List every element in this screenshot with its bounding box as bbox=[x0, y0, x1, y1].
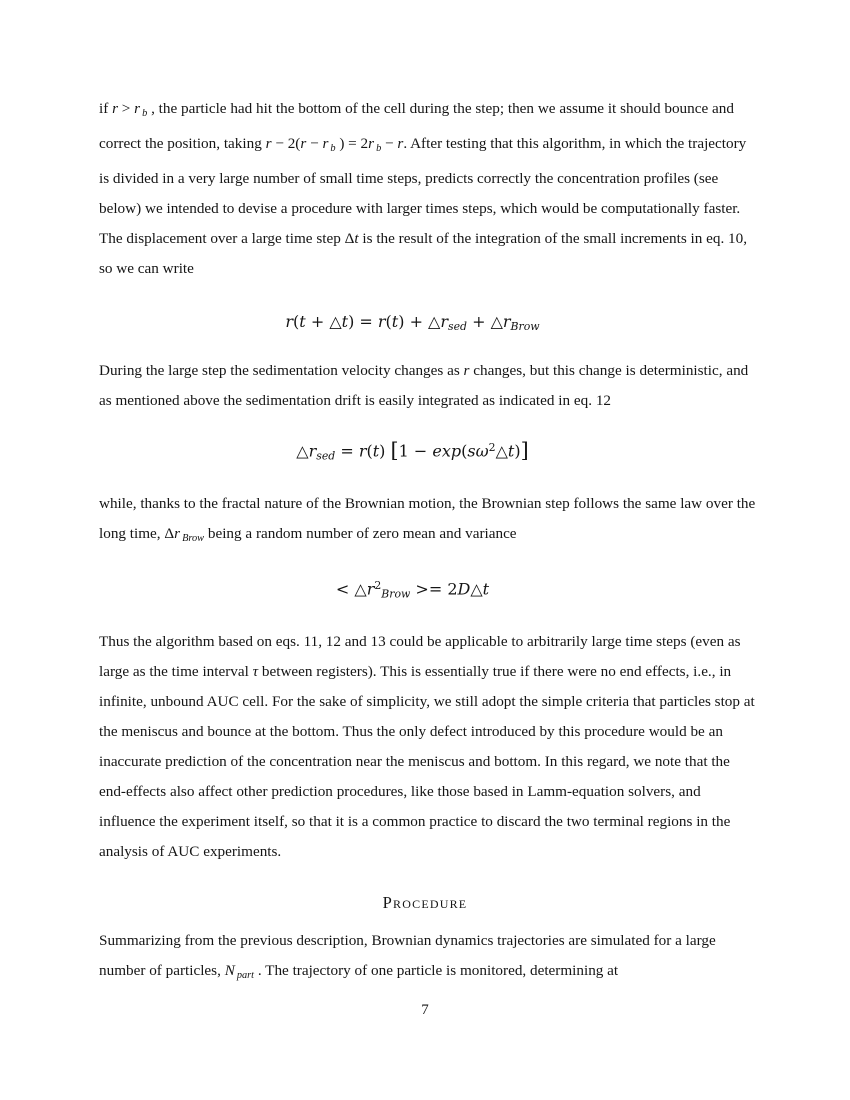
text-run: During the large step the sedimentation velocity changes as bbox=[99, 361, 464, 379]
text-run: r bbox=[300, 134, 307, 152]
text-run: part bbox=[236, 969, 255, 981]
text-run: exp bbox=[432, 441, 462, 461]
paragraph-brownian-step bbox=[99, 489, 759, 554]
text-run: t bbox=[299, 311, 306, 331]
text-run: − bbox=[381, 134, 398, 152]
text-run: ( bbox=[461, 441, 468, 461]
text-run: ) + △ bbox=[398, 311, 441, 331]
text-run: r bbox=[174, 525, 181, 543]
section-heading-procedure: Procedure bbox=[382, 892, 468, 912]
text-run: t bbox=[507, 441, 515, 461]
paragraph-algorithm-applicability bbox=[99, 627, 759, 867]
text-run: Thus the algorithm based on eqs. 11, 12 and 13 could be applicable to arbitrarily large time steps (even as large as the time interval bbox=[99, 632, 741, 680]
text-run: sed bbox=[316, 449, 336, 463]
text-run: D bbox=[457, 579, 471, 599]
text-run: sω bbox=[467, 441, 489, 461]
text-run: 1 − bbox=[398, 441, 433, 461]
text-run: . After testing that this algorithm, in which the trajectory is divided in a very large number of small time steps, predicts correctly the concentration profiles (see below) we intended to devise a procedure with larger times steps, which would be computationally faster. The displacement over a large time step Δ bbox=[99, 134, 747, 247]
text-run: Brow bbox=[381, 587, 411, 601]
text-run: ) = bbox=[348, 311, 378, 331]
text-run: r bbox=[377, 311, 386, 331]
text-run: 2 bbox=[488, 440, 496, 454]
text-run: b bbox=[330, 142, 336, 154]
text-run: r bbox=[463, 361, 470, 379]
text-run: t bbox=[391, 311, 399, 331]
text-run: is the result of the integration of the small increments in eq. 10, so we can write bbox=[99, 229, 748, 277]
text-run: r bbox=[397, 134, 404, 152]
text-run: b bbox=[376, 142, 382, 154]
text-run: t bbox=[341, 311, 349, 331]
text-run: r bbox=[368, 134, 375, 152]
text-run: ) bbox=[379, 441, 391, 461]
equation-12-sedimentation-step bbox=[85, 433, 740, 471]
text-run: if bbox=[99, 100, 113, 117]
text-run: r bbox=[285, 311, 294, 331]
text-run: > bbox=[118, 100, 135, 117]
text-run: ( bbox=[293, 311, 300, 331]
text-run: while, thanks to the fractal nature of the Brownian motion, the Brownian step follows the same law over the long time, Δ bbox=[99, 495, 756, 543]
text-run: + △ bbox=[467, 311, 503, 331]
text-run: ) = 2 bbox=[335, 134, 369, 152]
text-run: < △ bbox=[335, 579, 367, 599]
text-run: Brow bbox=[510, 319, 540, 333]
text-run: sed bbox=[448, 319, 467, 333]
text-run: b bbox=[142, 107, 148, 119]
text-run: r bbox=[366, 579, 375, 599]
text-run: Summarizing from the previous description, Brownian dynamics trajectories are simulated for a large number of particles, bbox=[99, 931, 716, 979]
paragraph-bounce-correction bbox=[99, 94, 759, 284]
page-number: 7 bbox=[421, 1001, 429, 1018]
equation-13-variance bbox=[85, 571, 740, 609]
text-run: >= 2 bbox=[410, 579, 458, 599]
text-run: r bbox=[134, 100, 141, 117]
text-run: changes, but this change is deterministic, and as mentioned above the sedimentation drift is easily integrated as indicated in eq. 12 bbox=[99, 361, 749, 409]
text-run: t bbox=[482, 579, 490, 599]
text-run: . The trajectory of one particle is monitored, determining at bbox=[254, 961, 619, 979]
text-run: r bbox=[308, 441, 317, 461]
text-run: τ bbox=[252, 662, 259, 680]
text-run: r bbox=[112, 100, 118, 117]
equation-11-displacement bbox=[85, 307, 740, 342]
paragraph-sedimentation-drift bbox=[99, 356, 759, 416]
text-run: t bbox=[372, 441, 380, 461]
text-run: + △ bbox=[305, 311, 342, 331]
text-run: ] bbox=[520, 438, 529, 463]
text-run: N bbox=[224, 961, 235, 979]
text-run: r bbox=[502, 311, 511, 331]
text-run: △ bbox=[495, 441, 508, 461]
text-run: r bbox=[265, 134, 272, 152]
text-run: − bbox=[306, 134, 323, 152]
text-run: , the particle had hit the bottom of the cell during the step; then we assume it should bounce and correct the position, taking bbox=[99, 100, 734, 152]
text-run: between registers). This is essentially true if there were no end effects, i.e., in infinite, unbound AUC cell. For the sake of simplicity, we still adopt the simple criteria that particles stop at the meniscus and bounce at the bottom. Thus the only defect introduced by this procedure would be an inaccurate prediction of the concentration near the meniscus and bottom. In this regard, we note that the end-effects also affect other prediction procedures, like those based in Lamm-equation solvers, and influence the experiment itself, so that it is a common practice to discard the two terminal regions in the analysis of AUC experiments. bbox=[99, 662, 755, 860]
text-run: being a random number of zero mean and variance bbox=[204, 525, 517, 543]
text-run: △ bbox=[470, 579, 483, 599]
text-run: t bbox=[354, 229, 359, 247]
text-run: = bbox=[335, 441, 359, 461]
text-run: ( bbox=[385, 311, 392, 331]
text-run: − 2( bbox=[271, 134, 301, 152]
paragraph-procedure-summary bbox=[99, 926, 759, 991]
text-run: ) bbox=[514, 441, 521, 461]
text-run: Brow bbox=[182, 533, 205, 545]
text-run: 2 bbox=[374, 579, 382, 593]
text-run: r bbox=[440, 311, 449, 331]
text-run: △ bbox=[296, 441, 309, 461]
text-run: ( bbox=[366, 441, 373, 461]
text-run: [ bbox=[390, 438, 399, 463]
text-run: r bbox=[358, 441, 367, 461]
text-run: r bbox=[322, 134, 329, 152]
